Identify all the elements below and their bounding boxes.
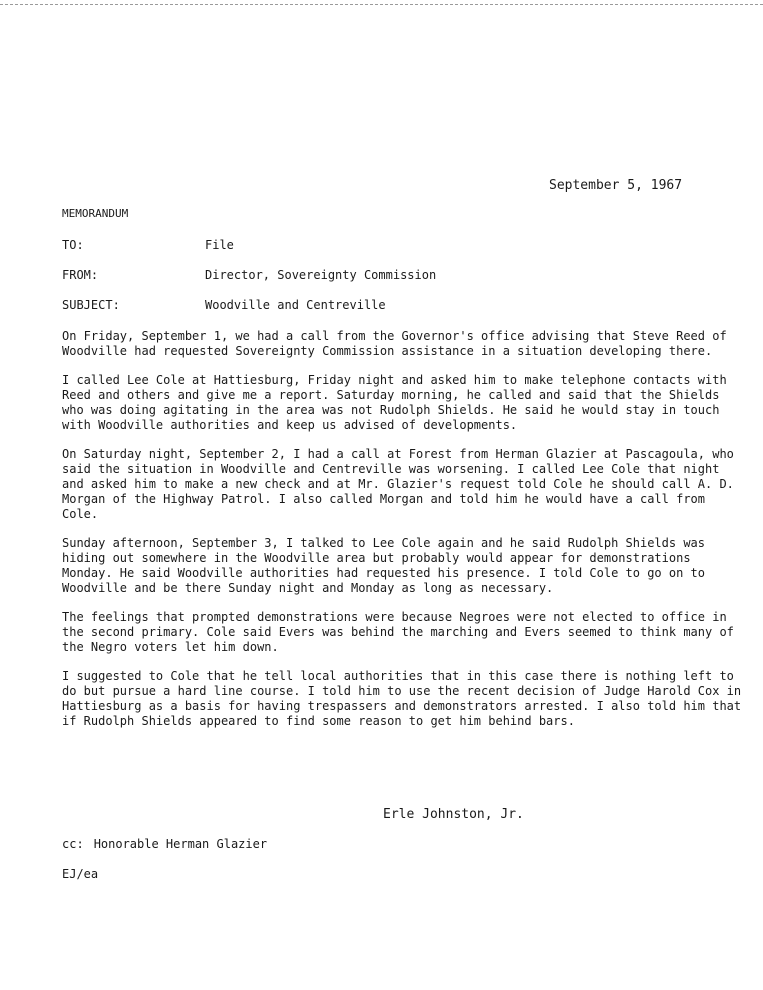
cc-line [62, 837, 267, 851]
body-paragraph: On Friday, September 1, we had a call from the Governor's office advising that Steve Reed of Woodville had requested Sovereignty Commission assistance in a situation developing there. [62, 329, 727, 358]
from-value: Director, Sovereignty Commission [205, 268, 437, 282]
from-label: FROM: [62, 268, 99, 282]
signature: Erle Johnston, Jr. [383, 807, 524, 822]
body-paragraph: On Saturday night, September 2, I had a call at Forest from Herman Glazier at Pascagoula, who said the situation in Woodville and Centreville was worsening. I called Lee Cole that night and asked him to make a new check and at Mr. Glazier's request told Cole he should call A. D. Morgan of the Highway Patrol. I also called Morgan and told him he would have a call from Cole. [62, 447, 734, 521]
to-value: File [205, 238, 234, 252]
body-paragraph: Sunday afternoon, September 3, I talked to Lee Cole again and he said Rudolph Shields was hiding out somewhere in the Woodville area but probably would appear for demonstrations Monday. He said Woodville authorities had requested his presence. I told Cole to go on to Woodville and be there Sunday night and Monday as long as necessary. [62, 536, 705, 595]
memo-body [62, 329, 742, 743]
top-edge-line [0, 4, 763, 5]
subject-value: Woodville and Centreville [205, 298, 386, 312]
subject-label: SUBJECT: [62, 298, 120, 312]
document-type: MEMORANDUM [62, 207, 129, 220]
typist-initials: EJ/ea [62, 867, 99, 881]
body-paragraph: The feelings that prompted demonstrations were because Negroes were not elected to office in the second primary. Cole said Evers was behind the marching and Evers seemed to think many of the Negro voters let him down. [62, 610, 734, 654]
subject-row [62, 298, 722, 314]
cc-recipient: Honorable Herman Glazier [93, 837, 268, 851]
cc-label: cc: [62, 837, 84, 851]
body-paragraph: I suggested to Cole that he tell local authorities that in this case there is nothing left to do but pursue a hard line course. I told him to use the recent decision of Judge Harold Cox in Hattiesburg as a basis for having trespassers and demonstrators arrested. I also told him that if Rudolph Shields appeared to find some reason to get him behind bars. [62, 669, 742, 728]
body-paragraph: I called Lee Cole at Hattiesburg, Friday night and asked him to make telephone contacts with Reed and others and give me a report. Saturday morning, he called and said that the Shields who was doing agitating in the area was not Rudolph Shields. He said he would stay in touch with Woodville authorities and keep us advised of developments. [62, 373, 727, 432]
memo-date: September 5, 1967 [549, 178, 683, 193]
from-row [62, 268, 722, 284]
to-row [62, 238, 722, 254]
to-label: TO: [62, 238, 84, 252]
